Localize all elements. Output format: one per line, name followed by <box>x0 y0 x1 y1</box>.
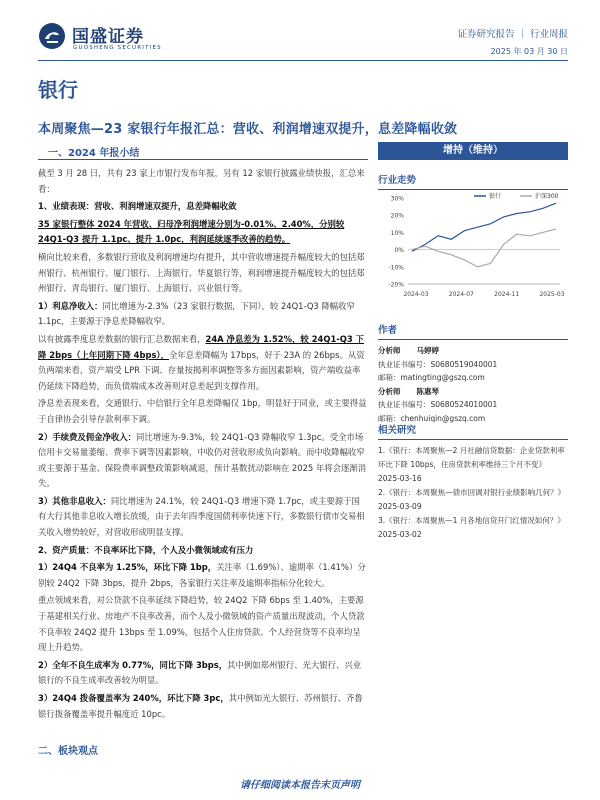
authors-section <box>378 322 568 425</box>
related-date: 2025-03-09 <box>378 502 422 511</box>
y-tick-label: -10% <box>388 264 404 272</box>
series-line-0 <box>412 203 556 251</box>
related-item[interactable]: 3.《银行：本周聚焦—1 月各地信贷开门红情况如何？》 <box>378 516 565 525</box>
y-tick-label: 10% <box>390 229 404 237</box>
summary-paragraph: 35 家银行整体 2024 年营收、归母净利润增速分别为-0.01%、2.40%，分别较 24Q1-Q3 提升 1.1pc、提升 1.0pc，利润延续逐季改善的趋势。 <box>38 218 345 245</box>
section-2-title: 二、板块观点 <box>38 746 98 757</box>
guosheng-logo-icon <box>38 22 66 50</box>
author-2-name-row: 分析师 陈惠琴 <box>378 386 439 396</box>
section-1-title: 一、2024 年报小结 <box>48 148 140 159</box>
legend-label: 银行 <box>489 193 502 200</box>
section-underline <box>38 159 368 160</box>
related-date: 2025-03-02 <box>378 530 422 539</box>
main-body <box>38 166 368 724</box>
authors-title: 作者 <box>378 322 568 340</box>
x-tick-label: 2025-03 <box>539 291 565 298</box>
x-tick-label: 2024-11 <box>494 291 520 298</box>
comparison-paragraph: 横向比较来看，多数银行营收及利润增速均有提升，其中营收增速提升幅度较大的包括郑州银行、杭州银行、厦门银行、上海银行、华夏银行等，利润增速提升幅度较大的包括郑州银行、青岛银行、厦门银行、上海银行、兴业银行等。 <box>38 251 365 294</box>
sector-title: 银行 <box>38 78 78 102</box>
fee-income-paragraph: 2）手续费及佣金净收入：同比增速为-9.3%，较 24Q1-Q3 降幅收窄 1.3pc。受全市场信用卡交易量萎缩、费率下调等因素影响，中收仍对营收形成负向影响。而中收降幅收窄或主要源于基金、保险费率调整政策影响减退，预计基数扰动影响在 2025 年将会逐渐消失。 <box>38 431 367 489</box>
company-name: 国盛证券 <box>72 27 144 47</box>
report-date: 2025 年 03 月 30 日 <box>490 47 568 56</box>
subheading-asset-quality: 2、资产质量：不良率环比下降，个人及小微领域或有压力 <box>38 544 254 555</box>
header-divider <box>38 60 568 61</box>
interest-income-paragraph: 1）利息净收入：同比增速为-2.3%（23 家银行数据，下同），较 24Q1-Q3 降幅收窄 1.1pc，主要源于净息差降幅收窄。 <box>38 300 355 327</box>
related-section <box>378 422 568 542</box>
provision-paragraph: 3）24Q4 拨备覆盖率为 240%，环比下降 3pc，其中例如光大银行、苏州银行、齐鲁银行拨备覆盖率提升幅度近 10pc。 <box>38 693 363 719</box>
sector-npl-paragraph: 重点领域来看，对公贷款不良率延续下降趋势，较 24Q2 下降 6bps 至 1.40%，主要源于基建相关行业、房地产不良率改善，而个人及小微领域的资产质量出现波动，个人贷款不良率较 24Q2 提升 13bps 至 1.09%，包括个人住房贷款、个人经营贷等不良率均呈现上升趋势。 <box>38 595 365 653</box>
trend-section <box>378 172 568 190</box>
related-date: 2025-03-16 <box>378 474 422 483</box>
intro-paragraph: 截至 3 月 28 日，共有 23 家上市银行发布年报，另有 12 家银行披露业绩快报，汇总来看： <box>38 168 365 194</box>
related-item[interactable]: 1.《银行：本周聚焦—2 月社融信贷数据：企业贷款利率环比下降 10bps，住房贷款利率维持三个月不变》 <box>378 446 565 469</box>
industry-trend-chart <box>378 190 568 302</box>
author-1-email-row: 邮箱：matingting@gszq.com <box>378 373 485 382</box>
report-header <box>38 20 568 60</box>
legend-label: 沪深300 <box>535 193 559 200</box>
footer-disclaimer: 请仔细阅读本报告末页声明 <box>240 780 360 791</box>
author-2-email-row: 邮箱：chenhuiqin@gszq.com <box>378 413 486 423</box>
author-2-email-link[interactable]: chenhuiqin@gszq.com <box>400 413 486 423</box>
y-tick-label: 30% <box>390 195 404 203</box>
rating-badge: 增持（维持） <box>378 142 568 160</box>
report-type: 证券研究报告 ｜ 行业周报 <box>457 29 568 40</box>
nim-paragraph: 以有披露季度息差数据的银行汇总数据来看，24A 净息差为 1.52%，较 24Q1-Q3 下降 2bps（上年同期下降 4bps），全年息差降幅为 17bps，好于 23A 的 26bps。从资负两端来看，资产端受 LPR 下调、存量按揭利率调整等多方面因素影响，资产端收益率仍延续下降趋势，而负债端成本改善则对息差起到支撑作用。 <box>38 333 365 391</box>
related-item[interactable]: 2.《银行：本周聚焦—债市回调对银行业绩影响几何？》 <box>378 488 566 497</box>
author-2-cert-row: 执业证书编号：S0680524010001 <box>378 400 498 409</box>
y-tick-label: 0% <box>394 247 404 255</box>
x-tick-label: 2024-03 <box>403 291 429 298</box>
report-headline: 本周聚焦—23 家银行年报汇总：营收、利润增速双提升，息差降幅收敛 <box>38 122 458 137</box>
trend-title: 行业走势 <box>378 172 568 190</box>
company-name-en: GUOSHENG SECURITIES <box>73 45 162 51</box>
author-1-cert-row: 执业证书编号：S0680519040001 <box>378 359 498 369</box>
x-tick-label: 2024-07 <box>448 291 474 298</box>
y-tick-label: 20% <box>390 212 404 220</box>
author-1-name-row: 分析师 马婷婷 <box>378 346 439 355</box>
subheading-performance: 1、业绩表现：营收、利润增速双提升，息差降幅收敛 <box>38 201 237 212</box>
section-heading <box>38 142 368 160</box>
nim-bank-paragraph: 净息差表现来看，交通银行、中信银行全年息差降幅仅 1bp，明显好于同业，或主要得益于自律协会引导存款利率下调。 <box>38 398 367 424</box>
related-title: 相关研究 <box>378 422 568 440</box>
y-tick-label: -20% <box>388 281 404 289</box>
other-income-paragraph: 3）其他非息收入：同比增速为 24.1%，较 24Q1-Q3 增速下降 1.7pc，或主要源于国有大行其他非息收入增长放缓，由于去年四季度国债利率快速下行，多数银行债市交易相关收入增势较好，对营收形成明显支撑。 <box>38 495 365 538</box>
npl-generation-paragraph: 2）全年不良生成率为 0.77%，同比下降 3bps，其中例如郑州银行、光大银行、兴业银行的不良生成率改善较为明显。 <box>38 659 362 686</box>
author-1-email-link[interactable]: matingting@gszq.com <box>400 373 485 382</box>
series-line-1 <box>412 229 556 267</box>
npl-paragraph: 1）24Q4 不良率为 1.25%，环比下降 1bp，关注率（1.69%）、逾期率（1.41%）分别较 24Q2 下降 3bps，提升 2bps，各家银行关注率及逾期率指标分化较大。 <box>38 562 366 588</box>
